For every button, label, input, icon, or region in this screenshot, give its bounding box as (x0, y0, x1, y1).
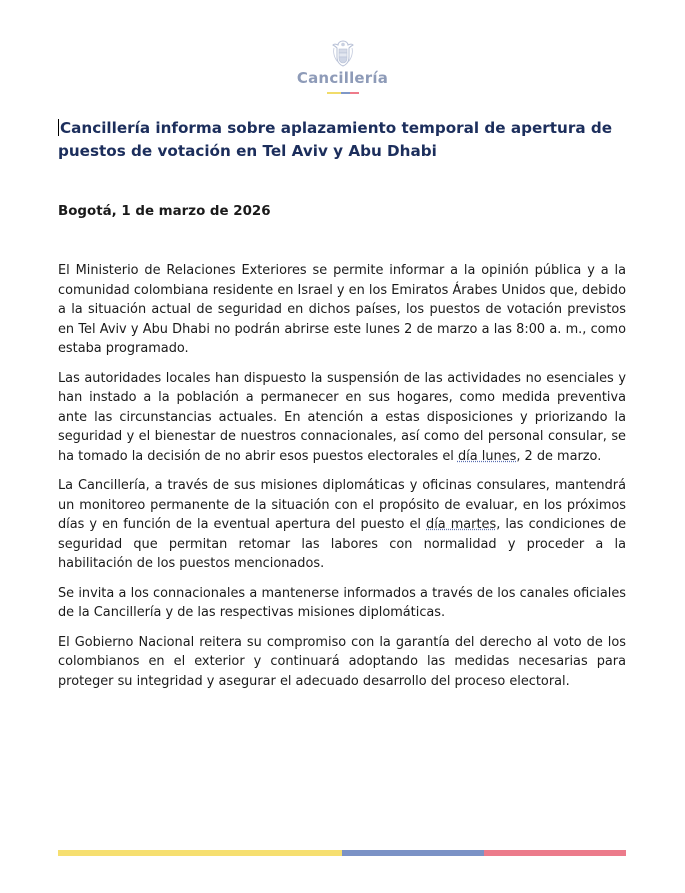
paragraph-3-text-end: , las condiciones de seguridad que permitan retomar las labores con normalidad y proceder a la habilitación de los puestos mencionados. (58, 517, 626, 571)
paragraph-3-text-start: La Cancillería, a través de sus misiones diplomáticas y oficinas consulares, mantendrá un monitoreo permanente de la situación con el propósito de evaluar, en los próximos días y en función de la eventual apertura del puesto el (58, 478, 626, 532)
logo-color-stripe (0, 92, 685, 94)
dateline[interactable]: Bogotá, 1 de marzo de 2026 (58, 204, 271, 219)
footer-stripe-blue (342, 850, 484, 856)
logo-stripe-blue (341, 92, 350, 94)
cancilleria-logo (0, 38, 685, 94)
paragraph-3[interactable] (58, 476, 626, 574)
paragraph-3-spellcheck-underline: día martes (426, 517, 497, 532)
logo-wordmark: Cancillería (296, 69, 389, 87)
document-body[interactable] (58, 261, 626, 701)
document-title[interactable]: Cancillería informa sobre aplazamiento temporal de apertura de puestos de votación en Tel Aviv y Abu Dhabi (58, 117, 630, 163)
paragraph-2-spellcheck-underline: día lunes (457, 448, 517, 464)
paragraph-5[interactable]: El Gobierno Nacional reitera su compromiso con la garantía del derecho al voto de los colombianos en el exterior y continuará adoptando las medidas necesarias para proteger su integridad y asegurar el adecuado desarrollo del proceso electoral. (58, 634, 626, 689)
coat-of-arms-icon (330, 38, 356, 68)
paragraph-2-text-start: Las autoridades locales han dispuesto la suspensión de las actividades no esenciales y han instado a la población a permanecer en sus hogares, como medida preventiva ante las circunstancias actuales. En atención a estas disposiciones y priorizando la seguridad y el bienestar de nuestros connacionales, así como del personal consular, se ha tomado la decisión de no abrir esos puestos electorales el (58, 370, 626, 464)
paragraph-1[interactable]: El Ministerio de Relaciones Exteriores se permite informar a la opinión pública y a la comunidad colombiana residente en Israel y en los Emiratos Árabes Unidos que, debido a la situación actual de seguridad en dichos países, los puestos de votación previstos en Tel Aviv y Abu Dhabi no podrán abrirse este lunes 2 de marzo a las 8:00 a. m., como estaba programado. (58, 263, 626, 356)
logo-stripe-red (350, 92, 359, 94)
paragraph-2-text-end: , 2 de marzo. (516, 448, 602, 464)
logo-stripe-yellow (327, 92, 341, 94)
paragraph-4[interactable]: Se invita a los connacionales a mantenerse informados a través de los canales oficiales de la Cancillería y de las respectivas misiones diplomáticas. (58, 585, 626, 620)
footer-color-stripe (58, 850, 626, 856)
footer-stripe-yellow (58, 850, 342, 856)
paragraph-2[interactable] (58, 369, 626, 467)
footer-stripe-red (484, 850, 626, 856)
